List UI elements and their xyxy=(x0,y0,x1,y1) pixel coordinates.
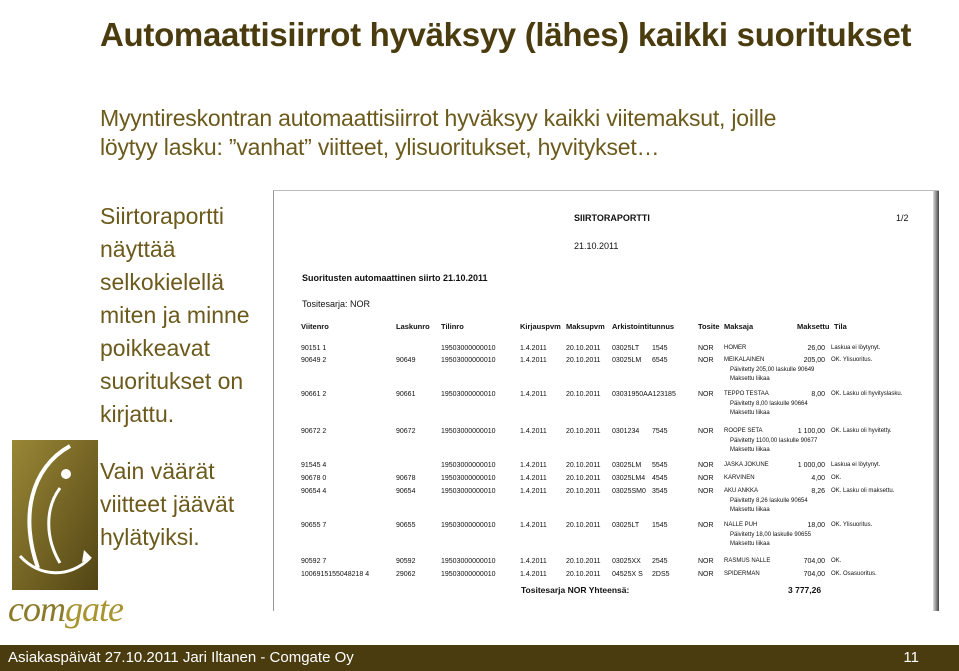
report-cell-maksaja: SPIDERMAN xyxy=(724,571,760,577)
report-cell-maksaja: HOMER xyxy=(724,345,747,351)
subtitle-line: Myyntireskontran automaattisiirrot hyväksyy kaikki viitemaksut, joille xyxy=(100,105,777,131)
report-row-note: Maksettu liikaa xyxy=(730,410,770,416)
report-row-note: Maksettu liikaa xyxy=(730,507,770,513)
report-cell-maksettu: 8,26 xyxy=(811,488,825,495)
report-cell-maksaja: AKU ANKKA xyxy=(724,488,759,494)
side-text-line: suoritukset on xyxy=(100,368,244,394)
side-text-line: miten ja minne xyxy=(100,302,250,328)
report-cell-kirj: 1.4.2011 xyxy=(520,475,547,482)
report-cell-arkisto: 03025SM0 xyxy=(612,488,646,495)
report-cell-maksettu: 704,00 xyxy=(803,571,825,578)
report-row-note: Päivitetty 205,00 laskulle 90649 xyxy=(730,367,815,373)
report-cell-tili: 19503000000010 xyxy=(441,345,496,352)
report-cell-tili: 19503000000010 xyxy=(441,522,496,529)
report-cell-tila: OK. Ylisuoritus. xyxy=(831,522,873,528)
report-cell-tosite: NOR xyxy=(698,428,714,435)
report-cell-maksaja: KARVINEN xyxy=(724,475,755,481)
side-text-line: viitteet jäävät xyxy=(100,491,235,517)
report-cell-arkisto: 03025LM xyxy=(612,462,642,469)
report-cell-maksaja: RASMUS NALLE xyxy=(724,558,771,564)
report-cell-maksaja: MEIKALAINEN xyxy=(724,357,765,363)
report-cell-tila: Laskua ei löytynyt. xyxy=(831,345,881,351)
report-cell-lasku: 90654 xyxy=(396,488,416,495)
report-cell-lasku: 29062 xyxy=(396,571,416,578)
report-cell-maks: 20.10.2011 xyxy=(566,428,601,435)
report-cell-maks: 20.10.2011 xyxy=(566,462,601,469)
report-cell-maks: 20.10.2011 xyxy=(566,475,601,482)
side-text-line: näyttää xyxy=(100,236,176,262)
report-cell-maks: 20.10.2011 xyxy=(566,391,601,398)
report-title: SIIRTORAPORTTI xyxy=(574,213,650,223)
report-cell-arkisto2: 6545 xyxy=(652,357,668,364)
report-cell-kirj: 1.4.2011 xyxy=(520,462,547,469)
side-text-report-description xyxy=(100,200,275,431)
report-total-value: 3 777,26 xyxy=(788,585,822,595)
report-cell-tili: 19503000000010 xyxy=(441,391,496,398)
report-row-note: Päivitetty 8,00 laskulle 90664 xyxy=(730,401,808,407)
report-cell-kirj: 1.4.2011 xyxy=(520,571,547,578)
report-cell-tili: 19503000000010 xyxy=(441,462,496,469)
report-row-note: Päivitetty 8,26 laskulle 90654 xyxy=(730,498,808,504)
report-cell-viite: 90672 2 xyxy=(301,428,327,435)
col-header-arkistointitunnus: Arkistointitunnus xyxy=(612,322,675,331)
report-cell-maks: 20.10.2011 xyxy=(566,488,601,495)
report-row-note: Maksettu liikaa xyxy=(730,376,770,382)
report-cell-viite: 90151 1 xyxy=(301,345,327,352)
report-cell-tosite: NOR xyxy=(698,357,714,364)
report-cell-maks: 20.10.2011 xyxy=(566,345,601,352)
siirtoraportti-report xyxy=(273,190,939,611)
report-cell-viite: 90678 0 xyxy=(301,475,327,482)
report-cell-viite: 90654 4 xyxy=(301,488,327,495)
report-cell-arkisto: 0301234 xyxy=(612,428,640,435)
report-cell-maks: 20.10.2011 xyxy=(566,522,601,529)
report-cell-viite: 90661 2 xyxy=(301,391,327,398)
report-cell-arkisto: 03025LM4 xyxy=(612,475,646,482)
side-text-line: hylätyiksi. xyxy=(100,524,200,550)
side-text-rejected-note xyxy=(100,455,275,554)
report-cell-maksettu: 18,00 xyxy=(807,522,825,529)
report-cell-tosite: NOR xyxy=(698,462,714,469)
report-cell-kirj: 1.4.2011 xyxy=(520,357,547,364)
report-cell-tila: OK. Lasku oli maksettu. xyxy=(831,488,895,494)
report-cell-lasku: 90649 xyxy=(396,357,416,364)
footer-page-number: 11 xyxy=(903,649,919,666)
report-cell-maksaja: TEPPO TESTAA xyxy=(724,391,769,397)
report-cell-arkisto: 03025LT xyxy=(612,522,640,529)
side-text-line: kirjattu. xyxy=(100,401,175,427)
report-cell-tila: OK. Lasku oli hyvitetty. xyxy=(831,428,892,434)
report-cell-arkisto2: 4545 xyxy=(652,475,668,482)
report-cell-arkisto2: 1545 xyxy=(652,522,668,529)
report-cell-maksaja: ROOPE SETA xyxy=(724,428,763,434)
report-cell-lasku: 90661 xyxy=(396,391,416,398)
report-cell-maks: 20.10.2011 xyxy=(566,571,601,578)
report-cell-arkisto2: 3545 xyxy=(652,488,668,495)
slide-title: Automaattisiirrot hyväksyy (lähes) kaikki suoritukset xyxy=(100,16,912,53)
col-header-tila: Tila xyxy=(834,322,847,331)
report-cell-tosite: NOR xyxy=(698,345,714,352)
report-cell-maks: 20.10.2011 xyxy=(566,558,601,565)
report-series: Tositesarja: NOR xyxy=(302,299,371,309)
report-cell-tosite: NOR xyxy=(698,522,714,529)
report-cell-maksaja: JASKA JOKUNE xyxy=(724,462,769,468)
footer-bar xyxy=(0,645,959,671)
footer-text: Asiakaspäivät 27.10.2011 Jari Iltanen - Comgate Oy xyxy=(8,649,354,666)
report-cell-viite: 1006915155048218 4 xyxy=(301,571,370,578)
report-cell-kirj: 1.4.2011 xyxy=(520,522,547,529)
report-row-note: Päivitetty 1100,00 laskulle 90677 xyxy=(730,438,818,444)
report-cell-tila: OK. Ylisuoritus. xyxy=(831,357,873,363)
comgate-logo-text xyxy=(8,588,123,630)
report-cell-maksettu: 704,00 xyxy=(803,558,825,565)
side-text-line: Siirtoraportti xyxy=(100,203,224,229)
report-cell-maksettu: 8,00 xyxy=(811,391,825,398)
report-cell-arkisto: 03025LM xyxy=(612,357,642,364)
report-cell-tili: 19503000000010 xyxy=(441,357,496,364)
report-cell-lasku: 90655 xyxy=(396,522,416,529)
report-cell-tila: OK. Lasku oli hyvityslasku. xyxy=(831,391,903,397)
report-subtitle: Suoritusten automaattinen siirto 21.10.2011 xyxy=(302,273,488,283)
col-header-maksettu: Maksettu xyxy=(797,322,830,331)
report-cell-viite: 90655 7 xyxy=(301,522,327,529)
report-cell-viite: 90649 2 xyxy=(301,357,327,364)
report-cell-arkisto: 03025XX xyxy=(612,558,641,565)
report-cell-tili: 19503000000010 xyxy=(441,428,496,435)
side-text-line: Vain väärät xyxy=(100,458,215,484)
col-header-tilinro: Tilinro xyxy=(441,322,464,331)
report-cell-arkisto2: 1545 xyxy=(652,345,668,352)
col-header-kirjauspvm: Kirjauspvm xyxy=(520,322,561,331)
report-cell-viite: 90592 7 xyxy=(301,558,327,565)
report-cell-arkisto: 03031950AA123185 xyxy=(612,391,676,398)
report-cell-tosite: NOR xyxy=(698,475,714,482)
report-cell-tila: OK. Osasuoritus. xyxy=(831,571,877,577)
report-cell-tili: 19503000000010 xyxy=(441,571,496,578)
col-header-maksaja: Maksaja xyxy=(724,322,754,331)
slide-subtitle xyxy=(100,104,940,162)
logo-text-gate: gate xyxy=(64,589,123,629)
report-cell-kirj: 1.4.2011 xyxy=(520,558,547,565)
subtitle-line: löytyy lasku: ”vanhat” viitteet, ylisuoritukset, hyvitykset… xyxy=(100,134,660,160)
report-page-number: 1/2 xyxy=(896,213,909,223)
report-cell-tila: OK. xyxy=(831,558,842,564)
report-cell-arkisto: 03025LT xyxy=(612,345,640,352)
report-cell-lasku: 90592 xyxy=(396,558,416,565)
report-cell-maksettu: 26,00 xyxy=(807,345,825,352)
report-cell-maksettu: 205,00 xyxy=(803,357,825,364)
report-cell-tosite: NOR xyxy=(698,571,714,578)
col-header-laskunro: Laskunro xyxy=(396,322,430,331)
report-cell-tila: OK. xyxy=(831,475,842,481)
side-text-line: poikkeavat xyxy=(100,335,210,361)
report-cell-kirj: 1.4.2011 xyxy=(520,345,547,352)
report-row-note: Maksettu liikaa xyxy=(730,541,770,547)
report-cell-tosite: NOR xyxy=(698,391,714,398)
report-cell-arkisto2: 7545 xyxy=(652,428,668,435)
report-cell-arkisto: 04525X S xyxy=(612,571,643,578)
report-date: 21.10.2011 xyxy=(574,241,619,251)
report-cell-kirj: 1.4.2011 xyxy=(520,488,547,495)
report-cell-arkisto2: 2545 xyxy=(652,558,668,565)
logo-text-com: com xyxy=(8,589,65,629)
report-cell-tosite: NOR xyxy=(698,488,714,495)
report-cell-maks: 20.10.2011 xyxy=(566,357,601,364)
report-cell-viite: 91545 4 xyxy=(301,462,327,469)
report-cell-arkisto2: 5545 xyxy=(652,462,668,469)
report-cell-tili: 19503000000010 xyxy=(441,558,496,565)
report-row-note: Päivitetty 18,00 laskulle 90655 xyxy=(730,532,812,538)
report-cell-lasku: 90678 xyxy=(396,475,416,482)
report-cell-tosite: NOR xyxy=(698,558,714,565)
report-cell-tila: Laskua ei löytynyt. xyxy=(831,462,881,468)
col-header-tosite: Tosite xyxy=(698,322,720,331)
col-header-maksupvm: Maksupvm xyxy=(566,322,605,331)
report-cell-maksettu: 4,00 xyxy=(811,475,825,482)
col-header-viitenro: Viitenro xyxy=(301,322,329,331)
report-total-label: Tositesarja NOR Yhteensä: xyxy=(521,585,630,595)
report-cell-maksaja: NALLE PUH xyxy=(724,522,758,528)
report-cell-arkisto2: 2DS5 xyxy=(652,571,670,578)
report-cell-kirj: 1.4.2011 xyxy=(520,428,547,435)
report-cell-maksettu: 1 100,00 xyxy=(797,428,825,435)
report-cell-kirj: 1.4.2011 xyxy=(520,391,547,398)
report-row-note: Maksettu liikaa xyxy=(730,447,770,453)
report-cell-tili: 19503000000010 xyxy=(441,475,496,482)
report-cell-maksettu: 1 000,00 xyxy=(797,462,825,469)
side-text-line: selkokielellä xyxy=(100,269,225,295)
report-cell-tili: 19503000000010 xyxy=(441,488,496,495)
report-cell-lasku: 90672 xyxy=(396,428,416,435)
